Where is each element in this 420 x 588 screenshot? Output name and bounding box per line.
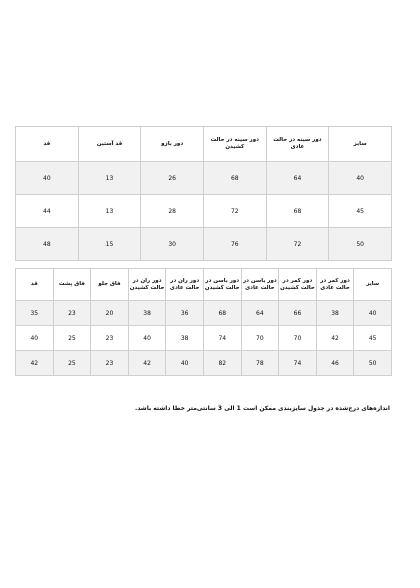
- header-cell: دور کمر در حالت عادی: [316, 269, 354, 301]
- header-cell: دور سینه در حالت عادی: [266, 127, 329, 162]
- size-table-top: [15, 126, 392, 261]
- table-cell: 13: [78, 195, 141, 228]
- table-cell: 42: [16, 351, 54, 376]
- size-table-bottom: [15, 268, 392, 376]
- table-cell: 40: [16, 326, 54, 351]
- size-disclaimer-note: اندازه‌های درج‌شده در جدول سایزبندی ممکن است 1 الی 3 سانتی‌متر خطا داشته باشد.: [135, 405, 390, 412]
- table-row: [16, 195, 392, 228]
- table-cell: 42: [316, 326, 354, 351]
- table-cell: 50: [329, 228, 392, 261]
- table-cell: 40: [128, 326, 166, 351]
- table-cell: 66: [279, 301, 317, 326]
- table-cell: 40: [329, 162, 392, 195]
- table-cell: 30: [141, 228, 204, 261]
- table-cell: 26: [141, 162, 204, 195]
- table-cell: 23: [91, 326, 129, 351]
- table-cell: 64: [266, 162, 329, 195]
- table-cell: 40: [166, 351, 204, 376]
- header-cell: سایز: [329, 127, 392, 162]
- header-cell: سایز: [354, 269, 392, 301]
- table-cell: 74: [203, 326, 241, 351]
- table-cell: 23: [53, 301, 91, 326]
- header-cell: قد: [16, 269, 54, 301]
- header-cell: دور باسن در حالت کشیدن: [203, 269, 241, 301]
- table-header-row: [16, 269, 392, 301]
- header-cell: دور سینه در حالت کشیدن: [203, 127, 266, 162]
- table-cell: 72: [203, 195, 266, 228]
- table-cell: 82: [203, 351, 241, 376]
- table-row: [16, 301, 392, 326]
- table-cell: 72: [266, 228, 329, 261]
- table-row: [16, 326, 392, 351]
- table-cell: 13: [78, 162, 141, 195]
- table-cell: 15: [78, 228, 141, 261]
- table-row: [16, 228, 392, 261]
- table-cell: 20: [91, 301, 129, 326]
- table-cell: 45: [329, 195, 392, 228]
- header-cell: دور ران در حالت کشیدن: [128, 269, 166, 301]
- header-cell: قد آستین: [78, 127, 141, 162]
- header-cell: دور بازو: [141, 127, 204, 162]
- table-cell: 36: [166, 301, 204, 326]
- table-cell: 45: [354, 326, 392, 351]
- table-cell: 40: [354, 301, 392, 326]
- table-cell: 42: [128, 351, 166, 376]
- table-cell: 35: [16, 301, 54, 326]
- table-cell: 68: [266, 195, 329, 228]
- table-cell: 48: [16, 228, 79, 261]
- table-cell: 25: [53, 351, 91, 376]
- header-cell: فاق پشت: [53, 269, 91, 301]
- table-cell: 70: [279, 326, 317, 351]
- header-cell: دور ران در حالت عادی: [166, 269, 204, 301]
- table-cell: 44: [16, 195, 79, 228]
- table-cell: 50: [354, 351, 392, 376]
- table-cell: 25: [53, 326, 91, 351]
- table-row: [16, 162, 392, 195]
- table-cell: 64: [241, 301, 279, 326]
- table-cell: 28: [141, 195, 204, 228]
- table-cell: 40: [16, 162, 79, 195]
- table-cell: 38: [316, 301, 354, 326]
- header-cell: قد: [16, 127, 79, 162]
- table-cell: 74: [279, 351, 317, 376]
- table-cell: 68: [203, 162, 266, 195]
- table-cell: 23: [91, 351, 129, 376]
- header-cell: فاق جلو: [91, 269, 129, 301]
- table-cell: 70: [241, 326, 279, 351]
- table-cell: 76: [203, 228, 266, 261]
- table-header-row: [16, 127, 392, 162]
- table-cell: 46: [316, 351, 354, 376]
- table-cell: 78: [241, 351, 279, 376]
- header-cell: دور باسن در حالت عادی: [241, 269, 279, 301]
- table-cell: 38: [128, 301, 166, 326]
- table-cell: 68: [203, 301, 241, 326]
- table-cell: 38: [166, 326, 204, 351]
- table-row: [16, 351, 392, 376]
- header-cell: دور کمر در حالت کشیدن: [279, 269, 317, 301]
